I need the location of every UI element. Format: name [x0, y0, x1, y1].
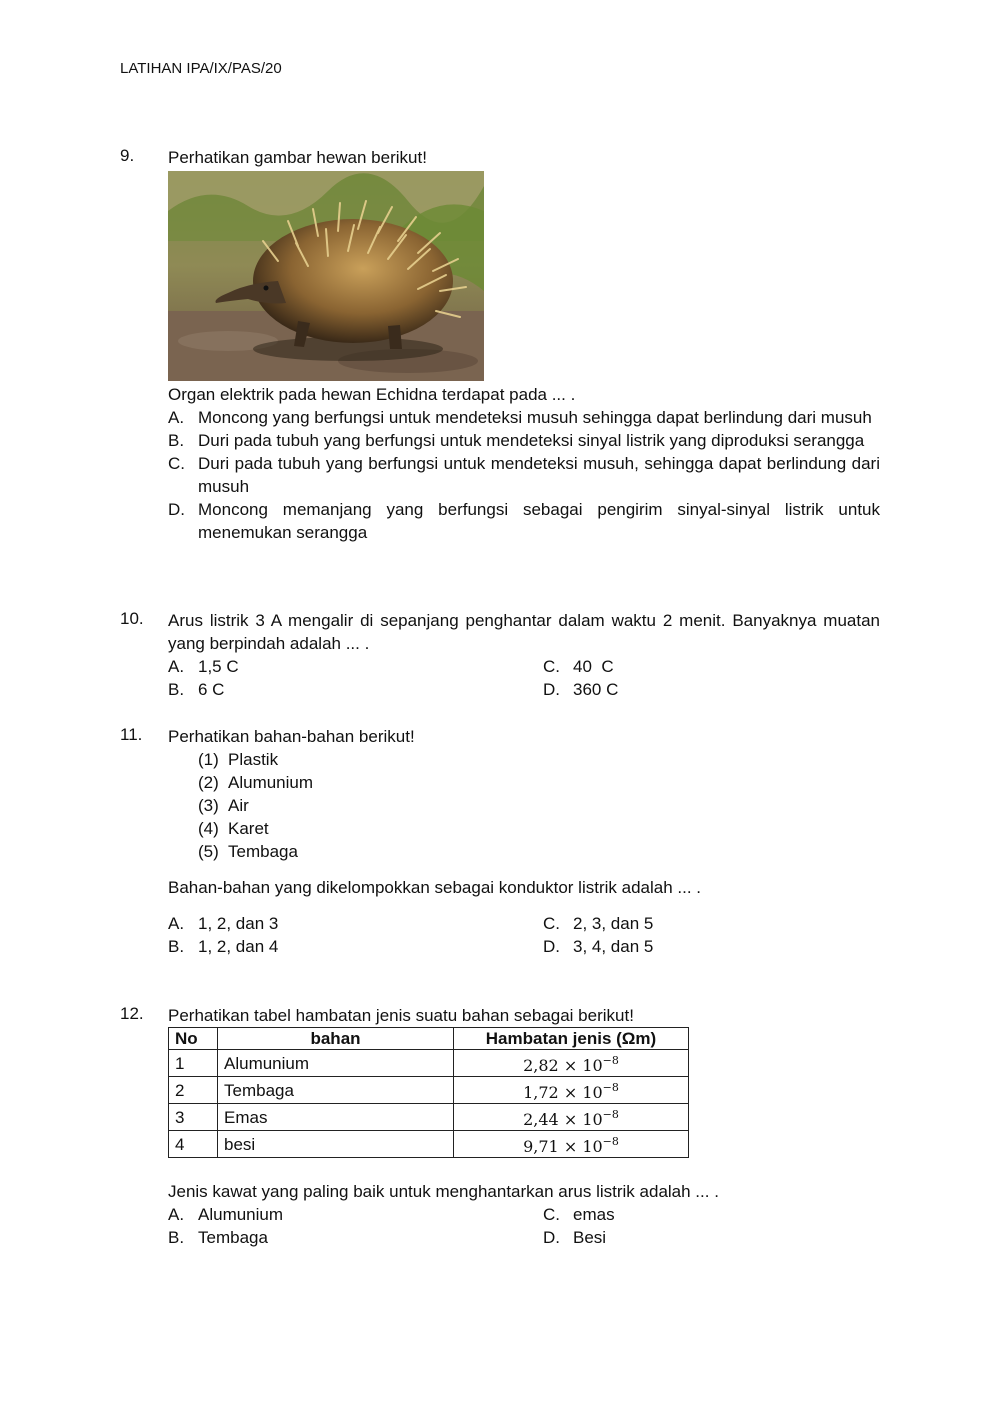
item-text: Karet: [228, 819, 269, 838]
option-letter: D.: [543, 1228, 560, 1247]
option-text: Duri pada tubuh yang berfungsi untuk mendeteksi musuh, sehingga dapat berlindung dari musuh: [198, 454, 880, 496]
value-exponent: −8: [602, 1135, 619, 1148]
option-a[interactable]: [168, 912, 543, 935]
option-d[interactable]: [543, 935, 883, 958]
option-text: 2, 3, dan 5: [573, 914, 654, 933]
option-a[interactable]: [168, 1203, 543, 1226]
option-text: 1, 2, dan 4: [198, 937, 279, 956]
option-c[interactable]: [543, 655, 883, 678]
table-row: [169, 1131, 689, 1158]
page-header: LATIHAN IPA/IX/PAS/20: [120, 60, 282, 77]
cell-bahan: Emas: [218, 1104, 454, 1131]
list-item: [198, 817, 880, 840]
item-text: Air: [228, 796, 249, 815]
cell-value: [454, 1131, 689, 1158]
question-text: Jenis kawat yang paling baik untuk menghantarkan arus listrik adalah ... .: [168, 1182, 719, 1201]
option-text: 6 C: [198, 680, 225, 699]
option-d[interactable]: [543, 1226, 883, 1249]
list-item: [198, 748, 880, 771]
value-exponent: −8: [602, 1054, 619, 1067]
option-text: Duri pada tubuh yang berfungsi untuk mendeteksi sinyal listrik yang diproduksi serangga: [198, 431, 865, 450]
cell-bahan: Tembaga: [218, 1077, 454, 1104]
value-base: 9,71 × 10: [523, 1137, 603, 1156]
options-grid: [168, 1203, 880, 1249]
option-text: Besi: [573, 1228, 607, 1247]
item-number: (5): [198, 842, 219, 861]
item-number: (3): [198, 796, 219, 815]
option-text: 3, 4, dan 5: [573, 937, 654, 956]
option-letter: C.: [168, 454, 185, 473]
option-letter: C.: [543, 914, 560, 933]
item-number: (2): [198, 773, 219, 792]
question-number: 11.: [120, 725, 143, 744]
option-text: Moncong memanjang yang berfungsi sebagai pengirim sinyal-sinyal listrik untuk menemukan serangga: [198, 500, 880, 542]
question-number: 9.: [120, 146, 135, 165]
value-exponent: −8: [602, 1081, 619, 1094]
item-text: Tembaga: [228, 842, 298, 861]
option-text: Alumunium: [198, 1205, 284, 1224]
options-grid: [168, 912, 880, 958]
question-text: Arus listrik 3 A mengalir di sepanjang penghantar dalam waktu 2 menit. Banyaknya muatan yang berpindah adalah ... .: [168, 611, 880, 653]
materials-list: [198, 748, 880, 863]
cell-value: [454, 1104, 689, 1131]
cell-bahan: Alumunium: [218, 1050, 454, 1077]
option-letter: D.: [543, 937, 560, 956]
question-prompt: Perhatikan gambar hewan berikut!: [168, 148, 427, 167]
options-grid: [168, 655, 880, 701]
option-letter: A.: [168, 657, 185, 676]
option-c[interactable]: [543, 912, 883, 935]
option-b[interactable]: [168, 678, 543, 701]
value-base: 2,82 × 10: [523, 1056, 603, 1075]
list-item: [198, 840, 880, 863]
option-text: 360 C: [573, 680, 619, 699]
question-11: [120, 725, 880, 958]
option-letter: A.: [168, 408, 185, 427]
table-row: [169, 1104, 689, 1131]
cell-bahan: besi: [218, 1131, 454, 1158]
option-letter: B.: [168, 680, 185, 699]
option-a[interactable]: [168, 655, 543, 678]
option-letter: D.: [543, 680, 560, 699]
cell-no: 2: [169, 1077, 218, 1104]
list-item: [198, 771, 880, 794]
question-text: Organ elektrik pada hewan Echidna terdapat pada ... .: [168, 385, 576, 404]
option-letter: C.: [543, 657, 560, 676]
column-header: Hambatan jenis (Ωm): [454, 1028, 689, 1050]
option-a[interactable]: [168, 406, 880, 429]
option-letter: B.: [168, 431, 185, 450]
cell-no: 4: [169, 1131, 218, 1158]
question-prompt: Perhatikan tabel hambatan jenis suatu bahan sebagai berikut!: [168, 1006, 634, 1025]
question-12: [120, 1004, 880, 1249]
option-text: Moncong yang berfungsi untuk mendeteksi musuh sehingga dapat berlindung dari musuh: [198, 408, 872, 427]
list-item: [198, 794, 880, 817]
column-header: No: [169, 1028, 218, 1050]
question-number: 10.: [120, 609, 144, 628]
item-number: (1): [198, 750, 219, 769]
table-row: [169, 1050, 689, 1077]
cell-value: [454, 1077, 689, 1104]
question-text: Bahan-bahan yang dikelompokkan sebagai konduktor listrik adalah ... .: [168, 878, 702, 897]
option-b[interactable]: [168, 935, 543, 958]
value-exponent: −8: [602, 1108, 619, 1121]
option-letter: A.: [168, 1205, 185, 1224]
option-letter: B.: [168, 937, 185, 956]
option-c[interactable]: [168, 452, 880, 498]
cell-value: [454, 1050, 689, 1077]
option-c[interactable]: [543, 1203, 883, 1226]
question-prompt: Perhatikan bahan-bahan berikut!: [168, 727, 415, 746]
resistivity-table: [168, 1027, 689, 1158]
option-text: Tembaga: [198, 1228, 268, 1247]
item-number: (4): [198, 819, 219, 838]
option-d[interactable]: [543, 678, 883, 701]
option-letter: A.: [168, 914, 185, 933]
option-text: 40 C: [573, 657, 614, 676]
option-text: emas: [573, 1205, 615, 1224]
option-b[interactable]: [168, 1226, 543, 1249]
option-letter: D.: [168, 500, 185, 519]
cell-no: 1: [169, 1050, 218, 1077]
table-header-row: [169, 1028, 689, 1050]
option-letter: C.: [543, 1205, 560, 1224]
option-letter: B.: [168, 1228, 185, 1247]
question-9: [120, 146, 880, 544]
question-number: 12.: [120, 1004, 144, 1023]
cell-no: 3: [169, 1104, 218, 1131]
options-list: [168, 406, 880, 544]
item-text: Plastik: [228, 750, 279, 769]
option-b[interactable]: [168, 429, 880, 452]
option-text: 1,5 C: [198, 657, 239, 676]
echidna-photo: [168, 171, 484, 381]
question-10: [120, 609, 880, 701]
value-base: 1,72 × 10: [523, 1083, 603, 1102]
option-d[interactable]: [168, 498, 880, 544]
option-text: 1, 2, dan 3: [198, 914, 279, 933]
table-row: [169, 1077, 689, 1104]
column-header: bahan: [218, 1028, 454, 1050]
value-base: 2,44 × 10: [523, 1110, 603, 1129]
item-text: Alumunium: [228, 773, 314, 792]
